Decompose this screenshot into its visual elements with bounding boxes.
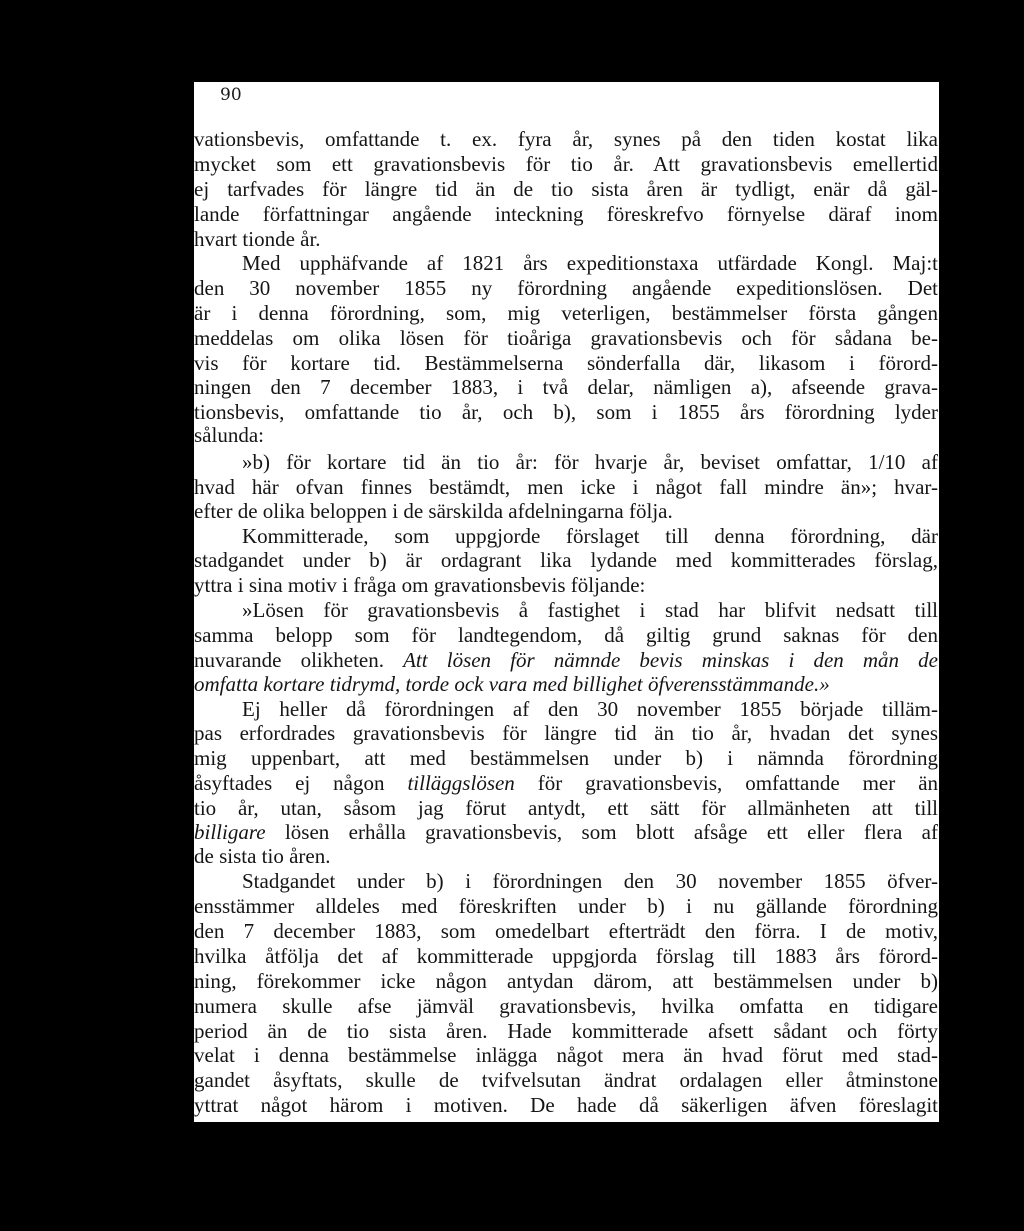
text-line: numera skulle afse jämväl gravationsbevis, hvilka omfatta en tidigare: [194, 994, 938, 1018]
text-line: gandet åsyftats, skulle de tvifvelsutan ändrat ordalagen eller åtminstone: [194, 1068, 938, 1092]
text-line: Kommitterade, som uppgjorde förslaget till denna förordning, där: [242, 524, 938, 548]
quote-line: »b) för kortare tid än tio år: för hvarje år, beviset omfattar, 1/10 af: [242, 450, 938, 474]
text-line: är i denna förordning, som, mig veterligen, bestämmelser första gången: [194, 301, 938, 325]
text-line: mycket som ett gravationsbevis för tio år. Att gravationsbevis emellertid: [194, 152, 938, 176]
italic-segment: Att lösen för nämnde bevis minskas i den mån de: [403, 648, 938, 672]
text-line: yttrat något härom i motiven. De hade då säkerligen äfven föreslagit: [194, 1093, 938, 1117]
text-line: tio år, utan, såsom jag förut antydt, ett sätt för allmänheten att till: [194, 796, 938, 820]
text-line: vationsbevis, omfattande t. ex. fyra år, synes på den tiden kostat lika: [194, 127, 938, 151]
text-line: stadgandet under b) är ordagrant lika lydande med kommitterades förslag,: [194, 548, 938, 572]
text-line: den 30 november 1855 ny förordning angående expeditionslösen. Det: [194, 276, 938, 300]
text-line: [194, 770, 938, 797]
text-line: efter de olika beloppen i de särskilda afdelningarna följa.: [194, 499, 673, 523]
text-segment: lösen erhålla gravationsbevis, som blott afsåge ett eller flera af: [284, 820, 938, 844]
text-segment: åsyftades ej någon: [194, 771, 385, 795]
text-line: velat i denna bestämmelse inlägga något mera än hvad förut med stad-: [194, 1043, 938, 1067]
text-line: period än de tio sista åren. Hade kommitterade afsett sådant och förty: [194, 1019, 938, 1043]
text-line: mig uppenbart, att med bestämmelsen under b) i nämnda förordning: [194, 746, 938, 770]
text-line: [194, 819, 938, 846]
text-line: yttra i sina motiv i fråga om gravationsbevis följande:: [194, 573, 646, 597]
text-line: Med upphäfvande af 1821 års expeditionstaxa utfärdade Kongl. Maj:t: [242, 251, 938, 275]
text-line: Stadgandet under b) i förordningen den 30 november 1855 öfver-: [242, 869, 938, 893]
text-line: lande författningar angående inteckning föreskrefvo förnyelse däraf inom: [194, 202, 938, 226]
italic-segment: billigare: [194, 820, 266, 844]
text-line: ensstämmer alldeles med föreskriften under b) i nu gällande förordning: [194, 894, 938, 918]
italic-segment: omfatta kortare tidrymd, torde ock vara med billighet öfverensstämmande.»: [194, 672, 830, 696]
text-line: hvart tionde år.: [194, 227, 321, 251]
text-line: vis för kortare tid. Bestämmelserna sönderfalla där, likasom i förord-: [194, 351, 938, 375]
text-line: hvad här ofvan finnes bestämdt, men icke i något fall mindre än»; hvar-: [194, 475, 938, 499]
quote-line: »Lösen för gravationsbevis å fastighet i stad har blifvit nedsatt till: [242, 598, 938, 622]
text-line: hvilka åtfölja det af kommitterade uppgjorda förslag till 1883 års förord-: [194, 944, 938, 968]
text-line: samma belopp som för landtegendom, då giltig grund saknas för den: [194, 623, 938, 647]
text-segment: för gravationsbevis, omfattande mer än: [537, 771, 939, 795]
text-line: den 7 december 1883, som omedelbart efterträdt den förra. I de motiv,: [194, 919, 938, 943]
text-line: pas erfordrades gravationsbevis för längre tid än tio år, hvadan det synes: [194, 721, 938, 745]
text-segment: nuvarande olikheten.: [194, 648, 384, 672]
text-line: de sista tio åren.: [194, 844, 331, 868]
text-line: ningen den 7 december 1883, i två delar, nämligen a), afseende grava-: [194, 375, 938, 399]
italic-segment: tilläggslösen: [407, 771, 515, 795]
text-line: [194, 671, 938, 698]
text-line: tionsbevis, omfattande tio år, och b), som i 1855 års förordning lyder: [194, 400, 938, 424]
text-line: [194, 647, 938, 674]
text-line: ej tarfvades för längre tid än de tio sista åren är tydligt, enär då gäl-: [194, 177, 938, 201]
text-line: Ej heller då förordningen af den 30 november 1855 började tilläm-: [242, 697, 938, 721]
text-line: meddelas om olika lösen för tioåriga gravationsbevis och för sådana be-: [194, 326, 938, 350]
page-number: 90: [220, 85, 242, 105]
text-line: ning, förekommer icke någon antydan därom, att bestämmelsen under b): [194, 969, 938, 993]
text-line: sålunda:: [194, 423, 264, 447]
